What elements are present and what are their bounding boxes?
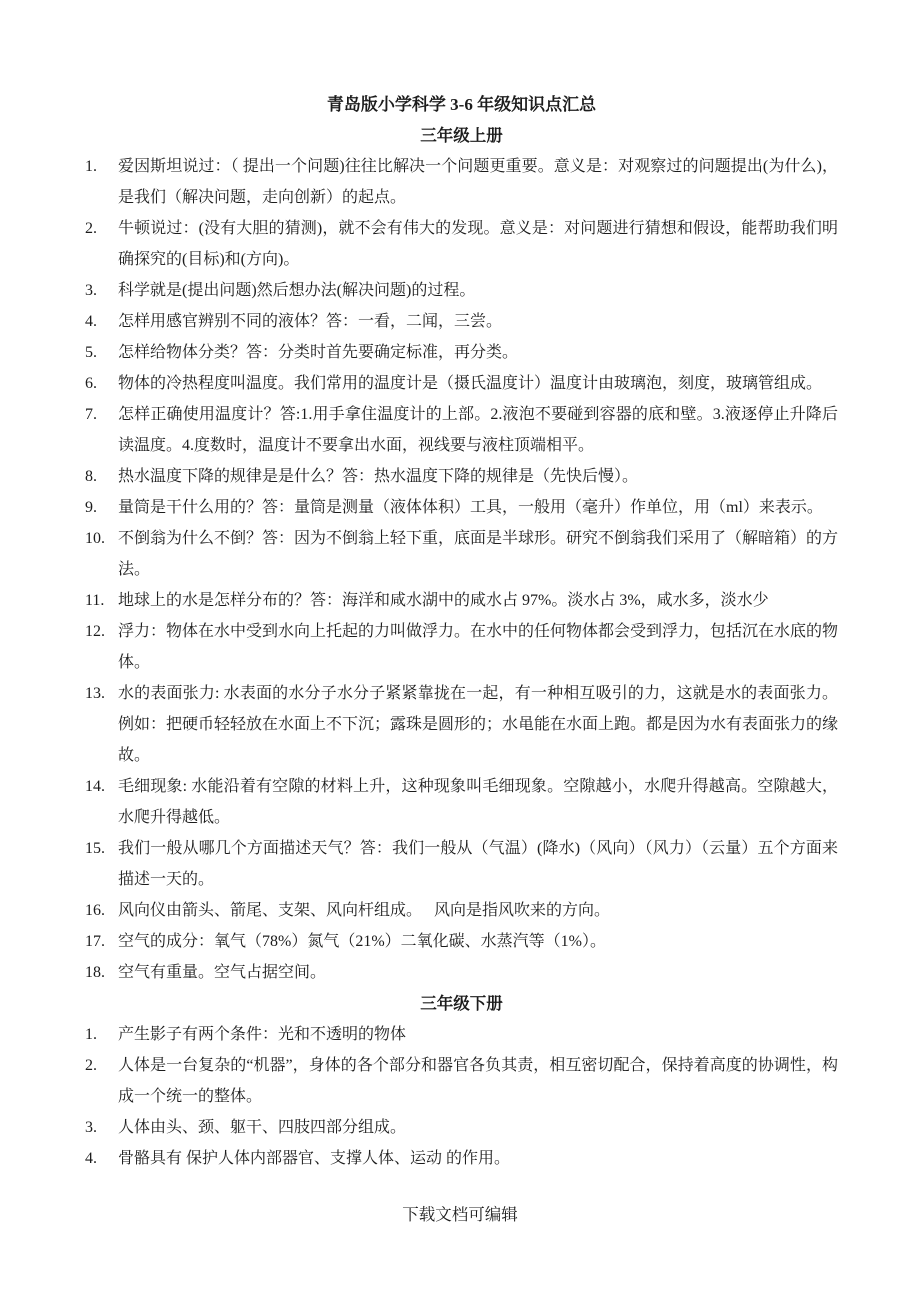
list-item-number: 9.	[85, 499, 97, 516]
list-item	[85, 957, 838, 988]
list-item	[85, 368, 838, 399]
list-item-text: 量筒是干什么用的？答：量筒是测量（液体体积）工具，一般用（毫升）作单位，用（ml）来表示。	[118, 499, 823, 516]
list-item	[85, 492, 838, 523]
list-item-text: 空气的成分：氧气（78%）氮气（21%）二氧化碳、水蒸汽等（1%）。	[118, 933, 606, 950]
list-item-number: 15.	[85, 840, 105, 857]
list-item	[85, 306, 838, 337]
list-item	[85, 337, 838, 368]
document-title	[85, 89, 838, 120]
list-item	[85, 151, 838, 213]
list-item	[85, 1019, 838, 1050]
list-item	[85, 213, 838, 275]
list-item-number: 11.	[85, 592, 105, 609]
list-item-number: 3.	[85, 1119, 97, 1136]
document-title-text: 青岛版小学科学 3-6 年级知识点汇总	[326, 95, 597, 114]
list-item-text: 牛顿说过：(没有大胆的猜测)，就不会有伟大的发现。意义是：对问题进行猜想和假设，能帮助我们明确探究的(目标)和(方向)。	[118, 220, 838, 268]
list-grade3-vol1	[85, 151, 838, 988]
list-item	[85, 1050, 838, 1112]
list-item	[85, 678, 838, 771]
list-item	[85, 1112, 838, 1143]
list-item-number: 1.	[85, 158, 97, 175]
list-item	[85, 585, 838, 616]
list-item-text: 骨骼具有 保护人体内部器官、支撑人体、运动 的作用。	[118, 1150, 511, 1167]
list-item-text: 产生影子有两个条件：光和不透明的物体	[118, 1026, 407, 1043]
list-item	[85, 461, 838, 492]
list-item	[85, 523, 838, 585]
section-heading-grade3-vol1: 三年级上册	[420, 126, 503, 145]
section-heading-grade3-vol2: 三年级下册	[420, 994, 503, 1013]
list-item	[85, 1143, 838, 1174]
list-item-text: 怎样给物体分类？答：分类时首先要确定标准，再分类。	[118, 344, 519, 361]
list-item	[85, 895, 838, 926]
list-item-text: 热水温度下降的规律是是什么？答：热水温度下降的规律是（先快后慢）。	[118, 468, 639, 485]
list-item-number: 17.	[85, 933, 105, 950]
list-item-number: 5.	[85, 344, 97, 361]
list-item-number: 1.	[85, 1026, 97, 1043]
list-item	[85, 275, 838, 306]
list-item-text: 怎样正确使用温度计？答:1.用手拿住温度计的上部。2.液泡不要碰到容器的底和壁。3.液逐停止升降后读温度。4.度数时，温度计不要拿出水面，视线要与液柱顶端相平。	[118, 406, 838, 454]
list-item-text: 水的表面张力: 水表面的水分子水分子紧紧靠拢在一起，有一种相互吸引的力，这就是水的表面张力。例如：把硬币轻轻放在水面上不下沉；露珠是圆形的；水黾能在水面上跑。都是因为水有表面张力的缘故。	[118, 685, 839, 764]
list-item-number: 16.	[85, 902, 105, 919]
list-item-text: 我们一般从哪几个方面描述天气？答：我们一般从（气温）(降水)（风向）（风力）（云量）五个方面来描述一天的。	[118, 840, 838, 888]
list-item-text: 物体的冷热程度叫温度。我们常用的温度计是（摄氏温度计）温度计由玻璃泡，刻度，玻璃管组成。	[118, 375, 823, 392]
list-item-text: 地球上的水是怎样分布的？答：海洋和咸水湖中的咸水占 97%。淡水占 3%，咸水多，淡水少	[118, 592, 769, 609]
list-item-number: 3.	[85, 282, 97, 299]
list-item-text: 人体由头、颈、躯干、四肢四部分组成。	[118, 1119, 407, 1136]
list-grade3-vol2	[85, 1019, 838, 1174]
list-item-text: 风向仪由箭头、箭尾、支架、风向杆组成。 风向是指风吹来的方向。	[118, 902, 611, 919]
list-item	[85, 926, 838, 957]
list-item	[85, 771, 838, 833]
list-item-number: 6.	[85, 375, 97, 392]
list-item-number: 7.	[85, 406, 97, 423]
list-item-number: 8.	[85, 468, 97, 485]
list-item	[85, 616, 838, 678]
list-item-number: 4.	[85, 313, 97, 330]
list-item-number: 12.	[85, 623, 105, 640]
list-item-number: 18.	[85, 964, 105, 981]
list-item-text: 怎样用感官辨别不同的液体？答：一看，二闻，三尝。	[118, 313, 503, 330]
page-footer: 下载文档可编辑	[402, 1205, 518, 1224]
list-item-text: 科学就是(提出问题)然后想办法(解决问题)的过程。	[118, 282, 476, 299]
list-item-number: 2.	[85, 220, 97, 237]
list-item-text: 浮力：物体在水中受到水向上托起的力叫做浮力。在水中的任何物体都会受到浮力，包括沉在水底的物体。	[118, 623, 839, 671]
list-item-number: 14.	[85, 778, 105, 795]
list-item-number: 10.	[85, 530, 105, 547]
list-item-number: 13.	[85, 685, 105, 702]
list-item-number: 4.	[85, 1150, 97, 1167]
list-item-text: 人体是一台复杂的“机器”，身体的各个部分和器官各负其责，相互密切配合，保持着高度的协调性，构成一个统一的整体。	[118, 1057, 838, 1105]
list-item-text: 不倒翁为什么不倒？答：因为不倒翁上轻下重，底面是半球形。研究不倒翁我们采用了（解暗箱）的方法。	[118, 530, 839, 578]
list-item-text: 爱因斯坦说过：（ 提出一个问题)往往比解决一个问题更重要。意义是：对观察过的问题提出(为什么)，是我们（解决问题，走向创新）的起点。	[118, 158, 838, 206]
list-item	[85, 833, 838, 895]
list-item-text: 毛细现象: 水能沿着有空隙的材料上升，这种现象叫毛细现象。空隙越小，水爬升得越高。空隙越大，水爬升得越低。	[118, 778, 838, 826]
list-item	[85, 399, 838, 461]
list-item-text: 空气有重量。空气占据空间。	[118, 964, 327, 981]
list-item-number: 2.	[85, 1057, 97, 1074]
